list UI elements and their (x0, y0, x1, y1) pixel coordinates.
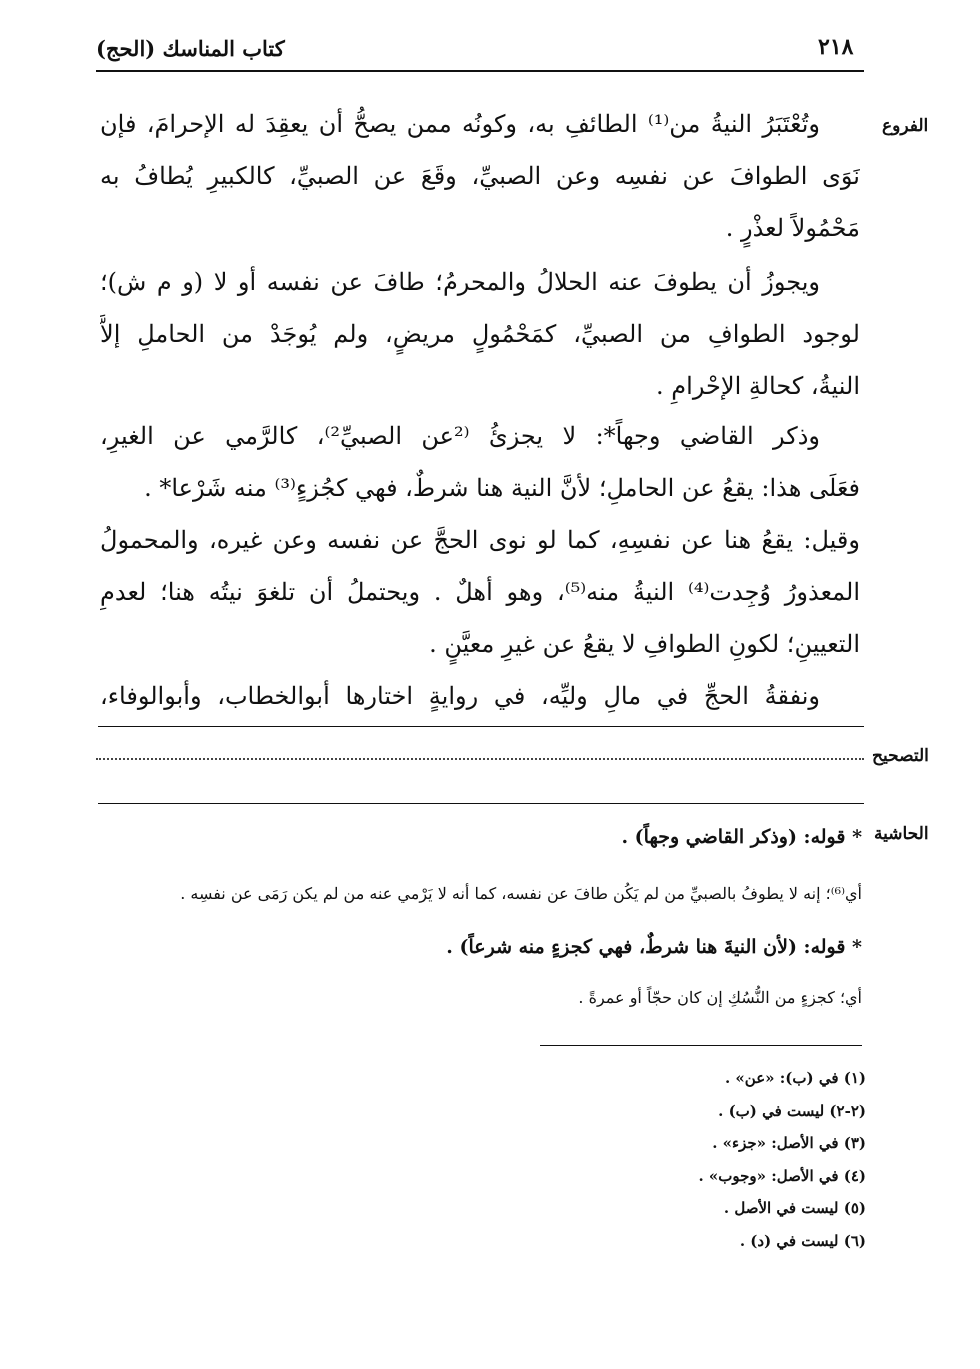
hashiya-quote-1: * قوله: (وذكر القاضي وجهاً) . (621, 826, 862, 848)
hashiya-comment-2: أي؛ كجزءٍ من النُّسُكِ إن كان حجّاً أو عمرةً . (578, 988, 862, 1007)
footnote: (١) في (ب): «عن» . (724, 1069, 866, 1087)
footnote: (٥) ليست في الأصل . (723, 1199, 866, 1217)
tashih-top-rule (98, 726, 864, 727)
footnote: (٦) ليست في (د) . (739, 1231, 866, 1250)
side-label-tashih: التصحيح (872, 746, 929, 766)
text-line: وذكر القاضي وجهاً*: لا يجزئُ ⁽²عن الصبيِّ²⁾، كالرَّمي عن الغيرِ، (100, 422, 821, 450)
text-line: التعيينِ؛ لكونِ الطوافِ لا يقعُ عن غيرِ معيَّنٍ . (429, 630, 860, 658)
text-line: ويجوزُ أن يطوفَ عنه الحلالُ والمحرمُ؛ طافَ عن نفسه أو لا (و م ش)؛ (100, 268, 820, 296)
hashiya-comment-1: أي⁽⁶⁾؛ إنه لا يطوفُ بالصبيِّ من لم يَكُن طافَ عن نفسه، كما أنه لا يَرْمي عنه من لم يكن رَمَى عن نفسِه . (180, 884, 862, 903)
paragraph-4 (100, 670, 860, 722)
paragraph-1 (100, 98, 860, 254)
side-label-hashiya: الحاشية (874, 824, 929, 844)
hashiya-quote-2: * قوله: (لأن النيةَ هنا شرطٌ، فهي كجزءٍ منه شرعاً) . (446, 936, 862, 958)
text-line: وقيل: يقعُ هنا عن نفسِهِ، كما لو نوى الحجَّ عن نفسه وعن غيره، والمحمولُ (100, 526, 860, 554)
tashih-bottom-rule (98, 803, 864, 804)
text-line: مَحْمُولاً لعذْرٍ . (725, 214, 860, 242)
footnote-rule (540, 1045, 862, 1046)
page-number: ٢١٨ (818, 34, 854, 60)
paragraph-2 (100, 256, 860, 412)
footnotes (698, 1062, 866, 1257)
footnote: (٤) في الأصل: «وجوب» . (698, 1166, 866, 1185)
footnote: (٣) في الأصل: «جزء» . (712, 1134, 866, 1152)
text-line: النيةُ، كحالةِ الإحْرامِ . (656, 372, 860, 400)
tashih-dotted-line (96, 758, 864, 760)
text-line: فعَلَى هذا: يقعُ عن الحاملِ؛ لأنَّ النية هنا شرطٌ، فهي كجُزءٍ⁽³⁾ منه شَرْعا* . (144, 474, 860, 502)
header-rule (96, 70, 864, 72)
text-line: المعذورُ وُجِدت⁽⁴⁾ النيةُ منه⁽⁵⁾، وهو أهلٌ . ويحتملُ أن تلغوَ نيتُه هنا؛ لعدمِ (100, 578, 860, 606)
running-title: كتاب المناسك (الحج) (96, 36, 285, 61)
text-line: ونفقةُ الحجِّ في مالِ وليِّه، في روايةٍ اختارها أبوالخطاب، وأبوالوفاء، (100, 682, 820, 710)
paragraph-3 (100, 410, 860, 670)
footnote: (٢-٢) ليست في (ب) . (718, 1101, 866, 1120)
text-line: لوجود الطوافِ من الصبيِّ، كمَحْمُولٍ مريضٍ، ولم يُوجَدْ من الحاملِ إلاَّ (100, 320, 860, 348)
text-line: وتُعْتَبَرُ النيةُ من⁽¹⁾ الطائفِ به، وكونُه ممن يصحُّ أن يعقِدَ له الإحرامَ، فإن (100, 110, 821, 138)
side-label-furu: الفروع (882, 116, 929, 136)
text-line: نَوَى الطوافَ عن نفسِه وعن الصبيِّ، وقَعَ عن الصبيِّ، كالكبيرِ يُطافُ به (100, 162, 860, 190)
